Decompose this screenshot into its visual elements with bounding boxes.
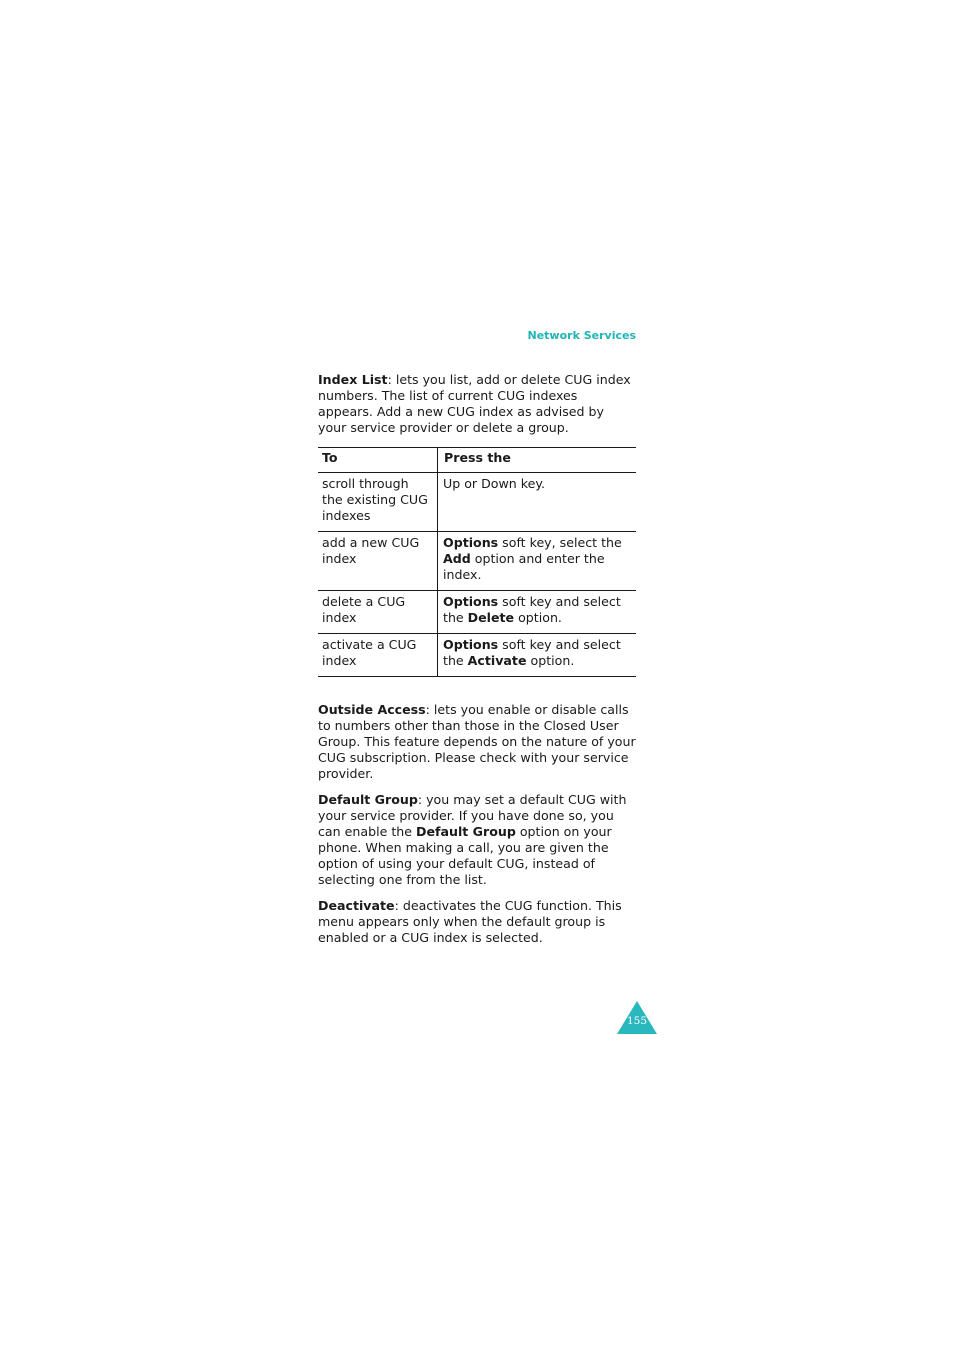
deactivate-paragraph: [318, 898, 636, 946]
key-name-options: Options: [443, 637, 499, 652]
table-header-row: [318, 448, 636, 473]
key-name-options: Options: [443, 535, 499, 550]
default-group-paragraph: [318, 792, 636, 888]
option-name-activate: Activate: [467, 653, 527, 668]
column-header-press-the: Press the: [438, 448, 637, 473]
index-list-paragraph: [318, 372, 636, 436]
table-cell-action: scroll through the existing CUG indexes: [318, 473, 438, 532]
key-text: soft key and select the: [443, 637, 621, 668]
table-row: [318, 634, 636, 677]
index-list-term: Index List: [318, 372, 388, 387]
table-cell-action: add a new CUG index: [318, 532, 438, 591]
key-text: soft key, select the: [498, 535, 622, 550]
key-text: option.: [514, 610, 562, 625]
default-group-description-cont: option on your phone. When making a call, you are given the option of using your default CUG, instead of selecting one from the list.: [318, 824, 612, 887]
table-cell-action: activate a CUG index: [318, 634, 438, 677]
table-row: [318, 473, 636, 532]
default-group-description: : you may set a default CUG with your service provider. If you have done so, you can enable the: [318, 792, 627, 839]
deactivate-description: : deactivates the CUG function. This menu appears only when the default group is enabled or a CUG index is selected.: [318, 898, 622, 945]
index-list-description: : lets you list, add or delete CUG index numbers. The list of current CUG indexes appears. Add a new CUG index as advised by your service provider or delete a group.: [318, 372, 631, 435]
key-text: option and enter the index.: [443, 551, 605, 582]
page-number: 155: [626, 1015, 648, 1027]
outside-access-paragraph: [318, 702, 636, 782]
section-header: Network Services: [527, 329, 636, 342]
table-row: [318, 532, 636, 591]
table-cell-keys: [438, 532, 637, 591]
key-text: option.: [526, 653, 575, 668]
key-text: Up or Down key.: [443, 476, 546, 491]
table-cell-keys: [438, 473, 637, 532]
table-cell-keys: [438, 634, 637, 677]
table-cell-keys: [438, 591, 637, 634]
option-name-add: Add: [443, 551, 471, 566]
key-text: soft key and select the: [443, 594, 621, 625]
table-cell-action: delete a CUG index: [318, 591, 438, 634]
default-group-term: Default Group: [318, 792, 418, 807]
cug-index-key-table: [318, 447, 636, 677]
column-header-to: To: [318, 448, 438, 473]
table-row: [318, 591, 636, 634]
page-content: [318, 372, 636, 946]
option-name-delete: Delete: [467, 610, 515, 625]
default-group-option-name: Default Group: [416, 824, 516, 839]
key-name-options: Options: [443, 594, 499, 609]
deactivate-term: Deactivate: [318, 898, 395, 913]
outside-access-term: Outside Access: [318, 702, 426, 717]
outside-access-description: : lets you enable or disable calls to numbers other than those in the Closed User Group. This feature depends on the nature of your CUG subscription. Please check with your service provider.: [318, 702, 636, 781]
